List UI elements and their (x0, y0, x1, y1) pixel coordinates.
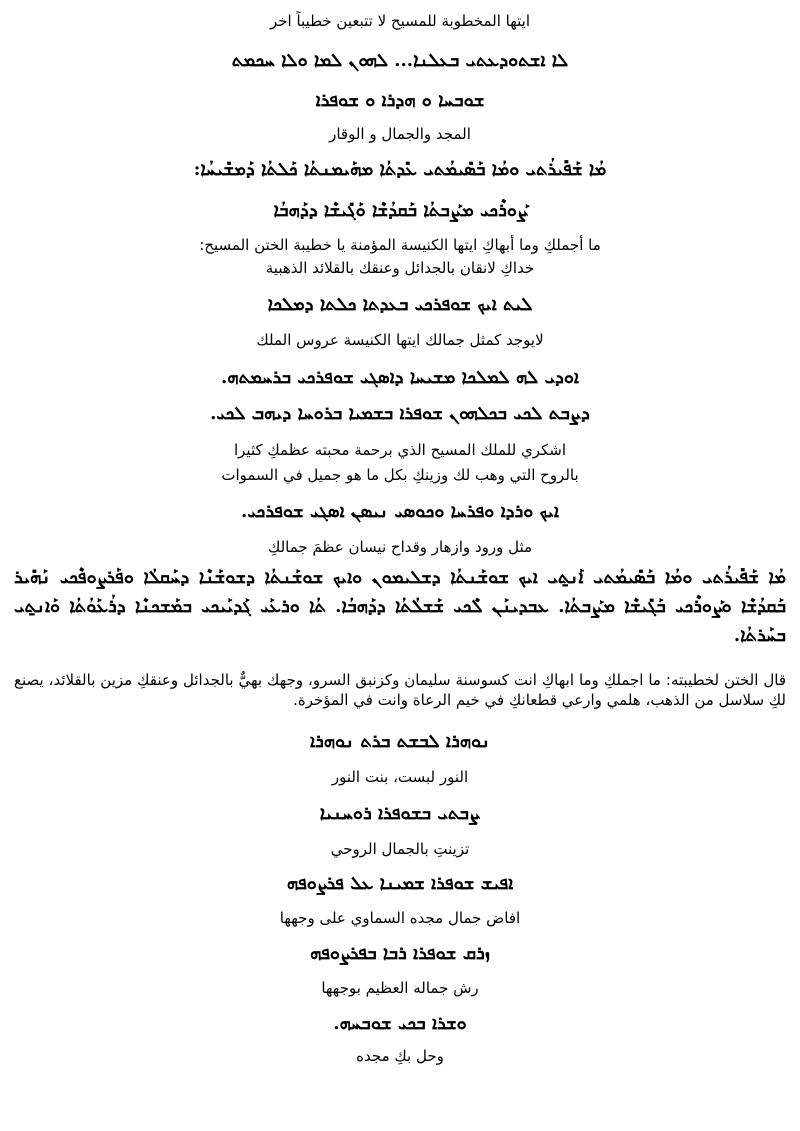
syriac-line: ܨܰܘܪܶܟܝ ܡܨܰܒܬܳܐ ܒܰܩܕܳܫܶܐ ܘܰܓܺܝܫܶܐ ܕܕܰܗܒܳܐ (273, 200, 527, 221)
arabic-line: اشكري للملك المسيح الذي برحمة محبته عظمكِ كثيرا (233, 441, 567, 459)
syriac-line: ܡܳܐ ܫܰܦܺܝܪܳܬܝ ܘܡܳܐ ܒܰܣܺܝܡܳܬܝ ܥܺܕܬܳܐ ܡܗܰܝܡܢܬܳܐ ܟܰܠܬܳܐ ܕܰܡܫܺܝܚܳܐ: (193, 159, 607, 180)
arabic-line: ايتها المخطوبة للمسيح لا تتبعين خطيباً اخر (269, 12, 530, 30)
syriac-line: ܢܘܗܪܐ ܠܒܫܬ ܒܪܬ ܢܘܗܪܐ (309, 731, 491, 752)
arabic-line: رش جماله العظيم بوجهها (321, 979, 479, 997)
arabic-line: خداكِ لانقان بالجدائل وعنقك بالقلائد الذهبية (265, 259, 535, 277)
syriac-line: ܠܝܬ ܐܝܟ ܫܘܦܪܟܝ ܒܥܕܬܐ ܟܠܬܐ ܕܡܠܟܐ (267, 294, 533, 315)
syriac-line: ܐܦܝܫ ܫܘܦܪܐ ܫܡܝܢܐ ܥܠ ܦܪܨܘܦܗ (286, 873, 514, 894)
syriac-line: ܨܒܬܝ ܒܫܘܦܪܐ ܪܘܚܢܝܐ (319, 803, 481, 824)
arabic-line: النور لبست، بنت النور (331, 768, 469, 786)
arabic-line: افاض جمال مجده السماوي على وجهها (279, 909, 521, 927)
arabic-line: مثل ورود وازهار وقداح نيسان عظمَ جمالكِ (267, 538, 533, 556)
syriac-line: ܫܘܒܚܐ ܘ ܗܕܪܐ ܘ ܫܘܦܪܐ (315, 90, 485, 111)
syriac-paragraph: ܡܳܐ ܫܰܦܺܝܪܳܬܝ ܘܡܳܐ ܒܰܣܺܝܡܳܬܝ ܐܰܢ̱ܬܝ ܐܝܟ ܫܘܫܰܢܬܳܐ ܕܫܠܝܡܘܢ ܘܐܝܟ ܫܘܫܰܢܬܳܐ ܕܫܘܫܰܢܶܐ ܕܚܰܩܠܳܐ ܘܦܰܪܨܘܦܶܟܝ ܢܰܗܺܝܪ ܒܰܩܕܳܫܶܐ ܘܨܰܘܪܶܟܝ ܒܰܓܺܝܫܶܐ ܡܨܰܒܬܳܐ. ܥܒܕܝܢܰܢ ܠܶܟܝ ܫܰܫܠܳܬܳܐ ܕܕܰܗܒܳܐ. ܬܳܐ ܘܪܥܰܝ ܓܰܕܝܰܝܟܝ ܒܡܰܫܟܢܶܐ ܕܪܳܥܰܘܳܬܳܐ ܘܰܐܢ̱ܬܝ ܒܚܰܪܬܳܐ. (14, 567, 786, 646)
syriac-line: ܕܨܒܬ ܠܟܝ ܒܟܠܗܘܢ ܫܘܦܪܐ ܒܫܡܝܐ ܒܪܘܚܐ ܕܝܗܒ ܠܟܝ. (210, 403, 590, 424)
arabic-paragraph: قال الختن لخطيبته: ما اجملكِ وما ابهاكِ انت كسوسنة سليمان وكزنبق السرو، وجهك بهيٌّ بالجدائل وعنقكِ مزين بالقلائد، يصنع لكِ سلاسل من الذهب، هلمي وارعي قطعانكِ في خيم الرعاة وانت في المؤخرة. (14, 671, 786, 709)
arabic-line: المجد والجمال و الوقار (329, 125, 471, 143)
arabic-line: لايوجد كمثل جمالك ايتها الكنيسة عروس الملك (256, 331, 544, 349)
arabic-line: بالروح التي وهب لك وزينكِ بكل ما هو جميل في السموات (221, 466, 579, 484)
syriac-line: ܐܘܕܝ ܠܗ ܠܡܠܟܐ ܡܫܝܚܐ ܕܐܣܓܝ ܫܘܦܪܟܝ ܒܪܚܡܬܗ. (220, 367, 579, 388)
arabic-line: وحل بكِ مجده (356, 1047, 444, 1065)
syriac-line: ܠܐ ܐܫܬܘܕܥܬܝ ܒܥܠܢܐ... ܠܗܘܢ ܠܡܐ ܘܠܐ ܚܟܡܬ (231, 50, 569, 71)
syriac-line: ܐܝܟ ܘܪܕܐ ܘܦܪܚܐ ܘܟܘܣܝ ܢܝܣܢ ܐܣܓܝ ܫܘܦܪܟܝ. (241, 501, 559, 522)
syriac-line: ܙܪܩ ܫܘܦܪܐ ܪܒܐ ܒܦܪܨܘܦܗ (309, 943, 490, 964)
arabic-line: ما أجملكِ وما أبهاكِ ايتها الكنيسة المؤمنة يا خطيبة الختن المسيح: (199, 236, 601, 254)
arabic-line: تزينتِ بالجمال الروحي (330, 840, 470, 858)
syriac-line: ܘܫܪܐ ܒܟܝ ܫܘܒܚܗ. (333, 1013, 467, 1034)
